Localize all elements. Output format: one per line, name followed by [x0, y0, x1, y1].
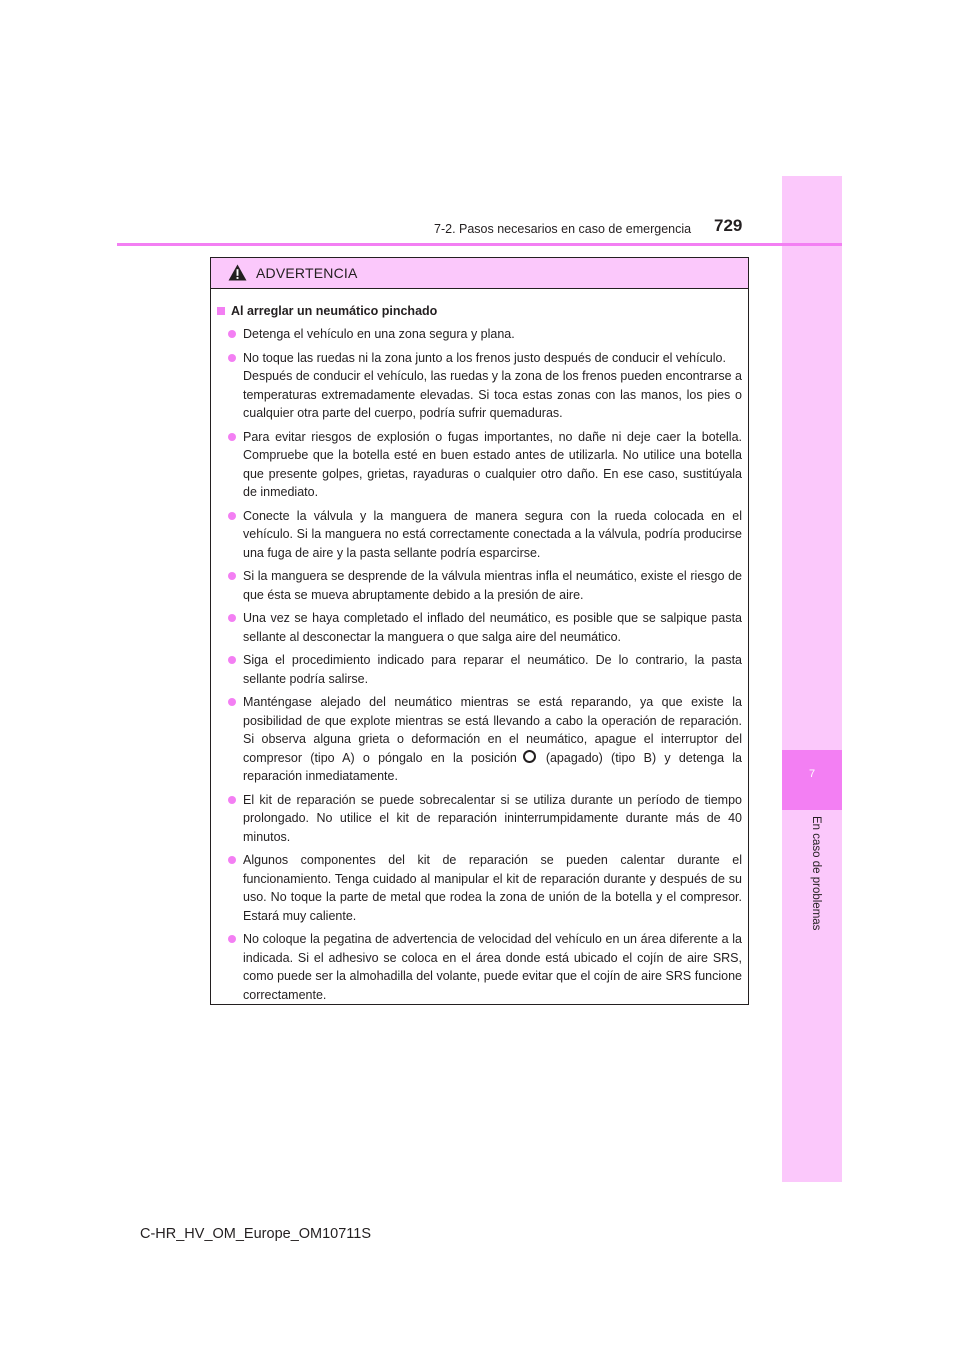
side-chapter-tab — [782, 176, 842, 1182]
bullet-text: Manténgase alejado del neumático mientras se está reparando, ya que existe la posibilidad de que explote mientras se está llevando a cabo la operación de reparación. Si observa alguna grieta o deformación en el neumático, apague el interruptor del compresor (tipo A) o póngalo en la posición — [243, 695, 742, 765]
warning-box — [210, 257, 749, 1005]
list-item — [217, 651, 742, 688]
warning-label: ADVERTENCIA — [256, 265, 358, 281]
list-item — [217, 851, 742, 925]
page-number: 729 — [714, 216, 743, 235]
list-item — [217, 349, 742, 423]
warning-triangle-icon — [228, 264, 247, 281]
chapter-title: En caso de problemas — [810, 816, 822, 931]
bullet-dot-icon — [228, 935, 236, 943]
list-item — [217, 428, 742, 502]
list-item — [217, 693, 742, 786]
bullet-text: Algunos componentes del kit de reparación se pueden calentar durante el funcionamiento. Tenga cuidado al manipular el kit de reparación durante y después de su uso. No toque la parte de metal que rodea la zona de unión de la botella y el compresor. Estará muy caliente. — [243, 853, 742, 923]
warning-bullet-list — [217, 325, 742, 1004]
section-title: 7-2. Pasos necesarios en caso de emergencia — [434, 222, 692, 236]
bullet-dot-icon — [228, 698, 236, 706]
off-position-circle-icon — [523, 750, 536, 763]
bullet-dot-icon — [228, 796, 236, 804]
list-item — [217, 791, 742, 847]
list-item — [217, 930, 742, 1004]
bullet-dot-icon — [228, 512, 236, 520]
bullet-text: El kit de reparación se puede sobrecalentar si se utiliza durante un período de tiempo prolongado. No utilice el kit de reparación ininterrumpidamente durante más de 40 minutos. — [243, 792, 742, 844]
bullet-dot-icon — [228, 572, 236, 580]
side-chapter-tab-active[interactable] — [782, 750, 842, 810]
bullet-text: Si la manguera se desprende de la válvula mientras infla el neumático, existe el riesgo de que ésta se mueva abruptamente debido a la presión de aire. — [243, 569, 742, 602]
bullet-text: Conecte la válvula y la manguera de manera segura con la rueda colocada en el vehículo. Si la manguera no está correctamente conectada a la válvula, podría producirse una fuga de aire y la pasta sellante podría esparcirse. — [243, 508, 742, 560]
bullet-text: (apagado) (tipo B) y detenga la reparación inmediatamente. — [243, 750, 742, 783]
bullet-text: Siga el procedimiento indicado para reparar el neumático. De lo contrario, la pasta sellante podría salirse. — [243, 653, 742, 686]
warning-subheading — [217, 303, 742, 319]
list-item — [217, 609, 742, 646]
bullet-dot-icon — [228, 614, 236, 622]
bullet-text: Para evitar riesgos de explosión o fugas importantes, no dañe ni deje caer la botella. Compruebe que la botella esté en buen estado antes de utilizarla. No utilice una botella que presente golpes, grietas, rayaduras o cualquier otro daño. En ese caso, sustitúyala de inmediato. — [243, 429, 742, 499]
square-bullet-icon — [217, 307, 225, 315]
bullet-text: No toque las ruedas ni la zona junto a los frenos justo después de conducir el vehículo. — [243, 350, 726, 365]
bullet-text: Detenga el vehículo en una zona segura y plana. — [243, 327, 515, 341]
bullet-dot-icon — [228, 354, 236, 362]
warning-body — [211, 289, 748, 1004]
bullet-text: Después de conducir el vehículo, las ruedas y la zona de los frenos pueden encontrarse a temperaturas extremadamente elevadas. Si toca estas zonas con las manos, los pies o cualquier otra parte del cuerpo, podría sufrir quemaduras. — [243, 369, 742, 420]
bullet-dot-icon — [228, 656, 236, 664]
bullet-text: Una vez se haya completado el inflado del neumático, es posible que se salpique pasta sellante al desconectar la manguera o que salga aire del neumático. — [243, 611, 742, 644]
warning-header — [211, 258, 748, 289]
list-item — [217, 325, 742, 344]
bullet-dot-icon — [228, 856, 236, 864]
bullet-dot-icon — [228, 330, 236, 338]
bullet-dot-icon — [228, 433, 236, 441]
bullet-text: No coloque la pegatina de advertencia de velocidad del vehículo en un área diferente a la indicada. Si el adhesivo se coloca en el área donde está ubicado el cojín de aire SRS, como puede ser la almohadilla del volante, puede evitar que el cojín de aire SRS funcione correctamente. — [243, 932, 742, 1002]
list-item — [217, 567, 742, 604]
warning-subheading-text: Al arreglar un neumático pinchado — [231, 304, 438, 318]
document-code: C-HR_HV_OM_Europe_OM10711S — [140, 1226, 372, 1242]
list-item — [217, 507, 742, 563]
header-rule — [117, 243, 842, 246]
chapter-number: 7 — [808, 768, 816, 780]
